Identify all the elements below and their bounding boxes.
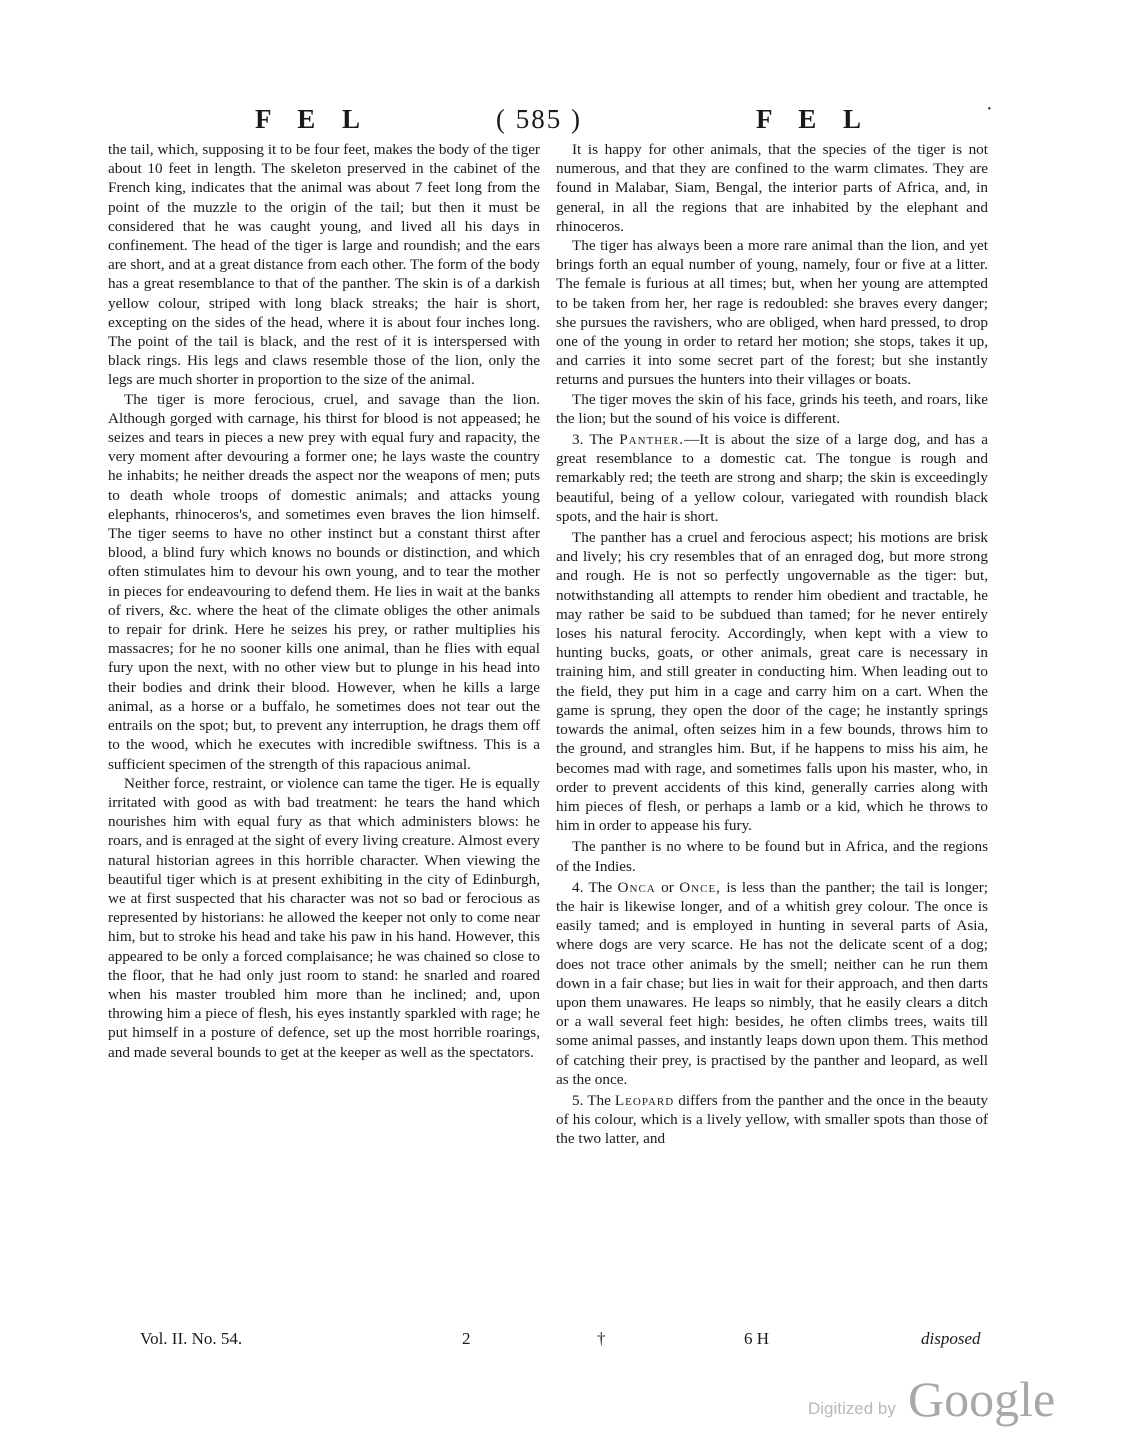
- running-head-left: F E L: [255, 104, 371, 134]
- paragraph: The panther is no where to be found but in Africa, and the regions of the Indies.: [556, 838, 988, 875]
- section-text: —It is about the size of a large dog, and has a great resemblance to a domestic cat. The tongue is rough and remarkably red; the teeth are strong and sharp; the skin is exceedingly beautiful, being of a yellow colour, variegated with roundish black spots, and the hair is short.: [556, 431, 989, 525]
- section-conjunction: or: [661, 878, 674, 896]
- paragraph: The tiger moves the skin of his face, grinds his teeth, and roars, like the lion; but the sound of his voice is different.: [556, 390, 988, 427]
- right-column: [556, 140, 988, 1149]
- section-once: [556, 878, 988, 1089]
- signature-mark: 2: [462, 1329, 471, 1348]
- digitized-by-text: Digitized by: [808, 1399, 896, 1418]
- header-dot: ·: [986, 98, 993, 120]
- google-logo: Google: [908, 1371, 1056, 1427]
- paragraph: The tiger is more ferocious, cruel, and savage than the lion. Although gorged with carnage, his thirst for blood is not appeased; he seizes and tears in pieces a new prey with equal fury and rapacity, the very moment after devouring a former one; he lays waste the country he inhabits; he neither dreads the aspect nor the weapons of men; puts to death whole troops of domestic animals; and attacks young elephants, rhinoceros's, and sometimes even braves the lion himself. The tiger seems to have no other instinct but a constant thirst after blood, a blind fury which knows no bounds or distinction, and which often stimulates him to devour his own young, and to tear the mother in pieces for endeavouring to defend them. He lies in wait at the banks of rivers, &c. where the heat of the climate obliges the other animals to repair for drink. Here he seizes his prey, or rather multiplies his massacres; for he no sooner kills one animal, than he flies with equal fury upon the next, with no other view but to plunge in his head into their bodies and drink their blood. However, when he kills a large animal, as a horse or a buffalo, he sometimes does not tear out the entrails on the spot; but, to prevent any interruption, he drags them off to the wood, which he executes with incredible swiftness. This is a sufficient specimen of the strength of this rapacious animal.: [108, 390, 540, 773]
- page-number: ( 585 ): [496, 104, 582, 134]
- dagger-mark: †: [597, 1329, 606, 1348]
- paragraph: The panther has a cruel and ferocious aspect; his motions are brisk and lively; his cry resembles that of an enraged dog, but more strong and rough. He is not so perfectly ungovernable as the tiger: but, notwithstanding all attempts to render him obedient and tractable, he may rather be said to be subdued than tamed; for he never entirely loses his natural ferocity. Accordingly, when kept with a view to hunting bucks, goats, or other animals, great care is necessary in training him, and still greater in conducting him. When leading out to the field, they put him in a cage and carry him on a cart. When the game is sprung, they open the door of the cage; he instantly springs towards the animal, often seizes him in a few bounds, throws him to the ground, and strangles him. But, if he happens to miss his aim, he becomes mad with rage, and sometimes falls upon his master, who, in order to prevent accidents of this kind, generally carries along with him pieces of flesh, or perhaps a lamb or a kid, which he throws to him in order to appease his fury.: [556, 529, 988, 835]
- section-leopard: [556, 1091, 988, 1149]
- paragraph: Neither force, restraint, or violence can tame the tiger. He is equally irritated with good as with bad treatment: he tears the hand which nourishes him with equal fury as that which administers blows: he roars, and is enraged at the sight of every living creature. Almost every natural historian agrees in this horrible character. When viewing the beautiful tiger which is at present exhibiting in the city of Edinburgh, we at first suspected that his character was not so bad or ferocious as represented by historians: he allowed the keeper not only to come near him, but to stroke his head and take his paw in his hand. However, this appeared to be only a forced complaisance; he was chained so close to the floor, that he had only just room to stand: he snarled and roared when his master troubled him more than he inclined; and, upon throwing him a piece of flesh, his eyes instantly sparkled with rage; he put himself in a posture of defence, set up the most horrible roarings, and made several bounds to get at the keeper as well as the spectators.: [108, 774, 540, 1061]
- paragraph: The tiger has always been a more rare animal than the lion, and yet brings forth an equal number of young, namely, four or five at a litter. The female is furious at all times; but, when her young are attempted to be taken from her, her rage is redoubled: she braves every danger; she pursues the ravishers, who are obliged, when hard pressed, to drop one of the young in order to retard her motion; she stops, takes it up, and carries it into some secret part of the forest; but she instantly returns and pursues the hunters into their villages or boats.: [556, 237, 988, 389]
- left-column: [108, 140, 540, 1062]
- paragraph: It is happy for other animals, that the species of the tiger is not numerous, and that they are confined to the warm climates. They are found in Malabar, Siam, Bengal, the interior parts of Africa, and, in general, in all the regions that are inhabited by the elephant and rhinoceros.: [556, 141, 988, 235]
- catchword: disposed: [921, 1329, 981, 1348]
- section-heading: Panther.: [619, 431, 685, 449]
- section-panther: [556, 430, 988, 526]
- section-text: differs from the panther and the once in the beauty of his colour, which is a lively yellow, with smaller spots than those of the two latter, and: [556, 1091, 989, 1148]
- section-number: 3. The: [572, 431, 613, 449]
- sheet-signature: 6 H: [744, 1329, 770, 1348]
- section-number: 4. The: [572, 878, 613, 896]
- paragraph: the tail, which, supposing it to be four feet, makes the body of the tiger about 10 feet in length. The skeleton preserved in the cabinet of the French king, indicates that the animal was about 7 feet long from the point of the muzzle to the origin of the tail; but then it must be considered that he was caught young, and lived all his days in confinement. The head of the tiger is large and roundish; and the ears are short, and at a great distance from each other. The form of the body has a great resemblance to that of the panther. The skin is of a darkish yellow colour, striped with long black streaks; the hair is short, excepting on the sides of the head, where it is about four inches long. The point of the tail is black, and the rest of it is interspersed with black rings. His legs and claws resemble those of the lion, only the legs are much shorter in proportion to the size of the animal.: [108, 141, 540, 389]
- section-heading: Onca: [617, 878, 656, 896]
- section-heading-alt: Once,: [679, 878, 721, 896]
- section-heading: Leopard: [614, 1091, 675, 1109]
- section-number: 5. The: [572, 1091, 611, 1109]
- section-text: is less than the panther; the tail is longer; the hair is likewise longer, and of a whitish grey colour. The once is easily tamed; and is employed in hunting in several parts of Asia, where dogs are very scarce. He has not the delicate scent of a dog; does not trace other animals by the smell; neither can he run them down in a fair chase; but lies in wait for their approach, and then darts upon them unawares. He leaps so nimbly, that he easily clears a ditch or a wall several feet high: besides, he often climbs trees, waits till some animal passes, and instantly leaps down upon them. This method of catching their prey, is practised by the panther and leopard, as well as the once.: [556, 878, 989, 1088]
- volume-number: Vol. II. No. 54.: [140, 1329, 243, 1348]
- running-head-right: F E L: [756, 104, 872, 134]
